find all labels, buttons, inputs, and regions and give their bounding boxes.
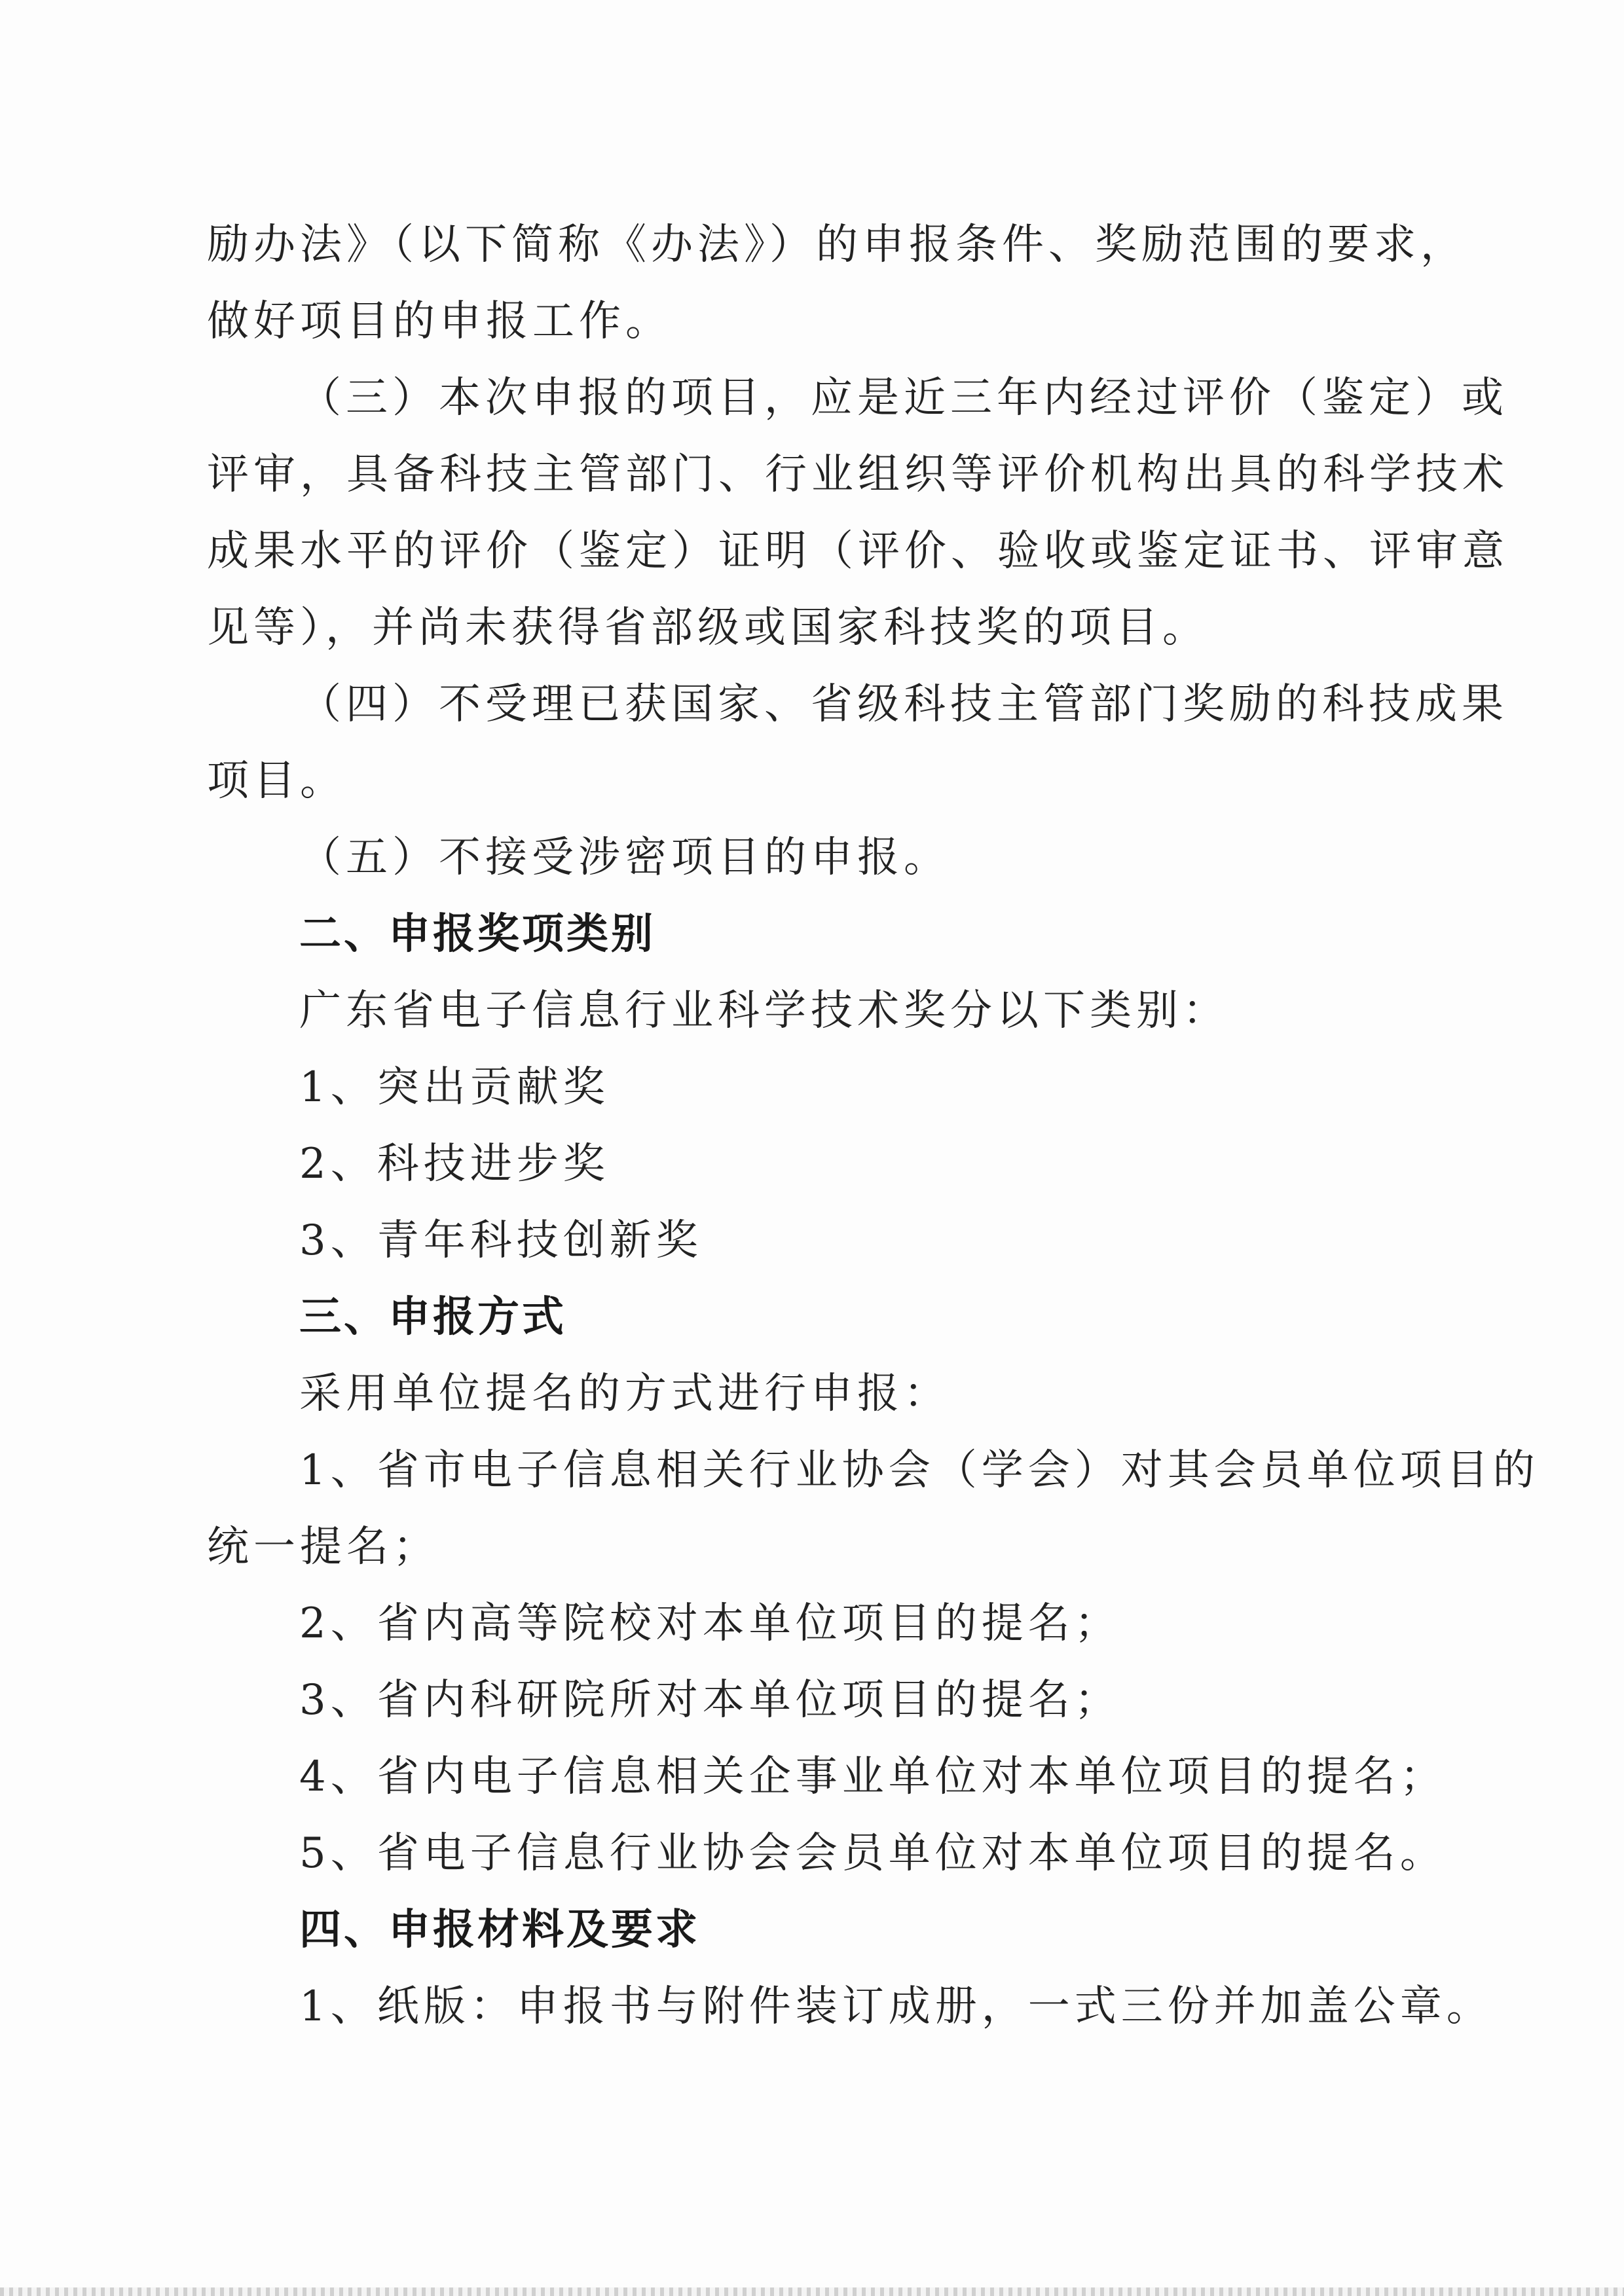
list-item: 1、突出贡献奖	[299, 1063, 610, 1112]
text-line: 采用单位提名的方式进行申报：	[299, 1370, 950, 1418]
text-line: 成果水平的评价（鉴定）证明（评价、验收或鉴定证书、评审意	[207, 527, 1509, 575]
text-line: 励办法》（以下简称《办法》）的申报条件、奖励范围的要求，	[207, 221, 1467, 269]
section-heading-application-method: 三、申报方式	[299, 1293, 566, 1341]
text-line: 项目。	[207, 757, 346, 805]
clause-four-line: （四）不受理已获国家、省级科技主管部门奖励的科技成果	[299, 680, 1508, 729]
list-item: 4、省内电子信息相关企事业单位对本单位项目的提名；	[299, 1753, 1447, 1801]
scan-edge-divider	[0, 2287, 1624, 2296]
document-body	[207, 207, 1540, 2045]
list-item: 5、省电子信息行业协会会员单位对本单位项目的提名。	[299, 1829, 1447, 1878]
clause-three-line: （三）本次申报的项目，应是近三年内经过评价（鉴定）或	[299, 374, 1508, 422]
text-line: 见等），并尚未获得省部级或国家科技奖的项目。	[207, 604, 1209, 652]
list-item: 2、省内高等院校对本单位项目的提名；	[299, 1599, 1121, 1648]
list-item: 3、青年科技创新奖	[299, 1216, 703, 1265]
section-heading-materials: 四、申报材料及要求	[299, 1906, 700, 1954]
text-line: 广东省电子信息行业科学技术奖分以下类别：	[299, 987, 1229, 1035]
list-item: 3、省内科研院所对本单位项目的提名；	[299, 1676, 1121, 1724]
list-item: 1、纸版：申报书与附件装订成册，一式三份并加盖公章。	[299, 1982, 1493, 2031]
text-line: 做好项目的申报工作。	[207, 297, 672, 346]
text-line: 评审，具备科技主管部门、行业组织等评价机构出具的科学技术	[207, 450, 1509, 499]
clause-five-line: （五）不接受涉密项目的申报。	[299, 833, 950, 882]
list-item: 1、省市电子信息相关行业协会（学会）对其会员单位项目的	[299, 1446, 1540, 1495]
list-item: 2、科技进步奖	[299, 1140, 610, 1188]
text-line: 统一提名；	[207, 1523, 439, 1571]
section-heading-award-categories: 二、申报奖项类别	[299, 910, 655, 958]
